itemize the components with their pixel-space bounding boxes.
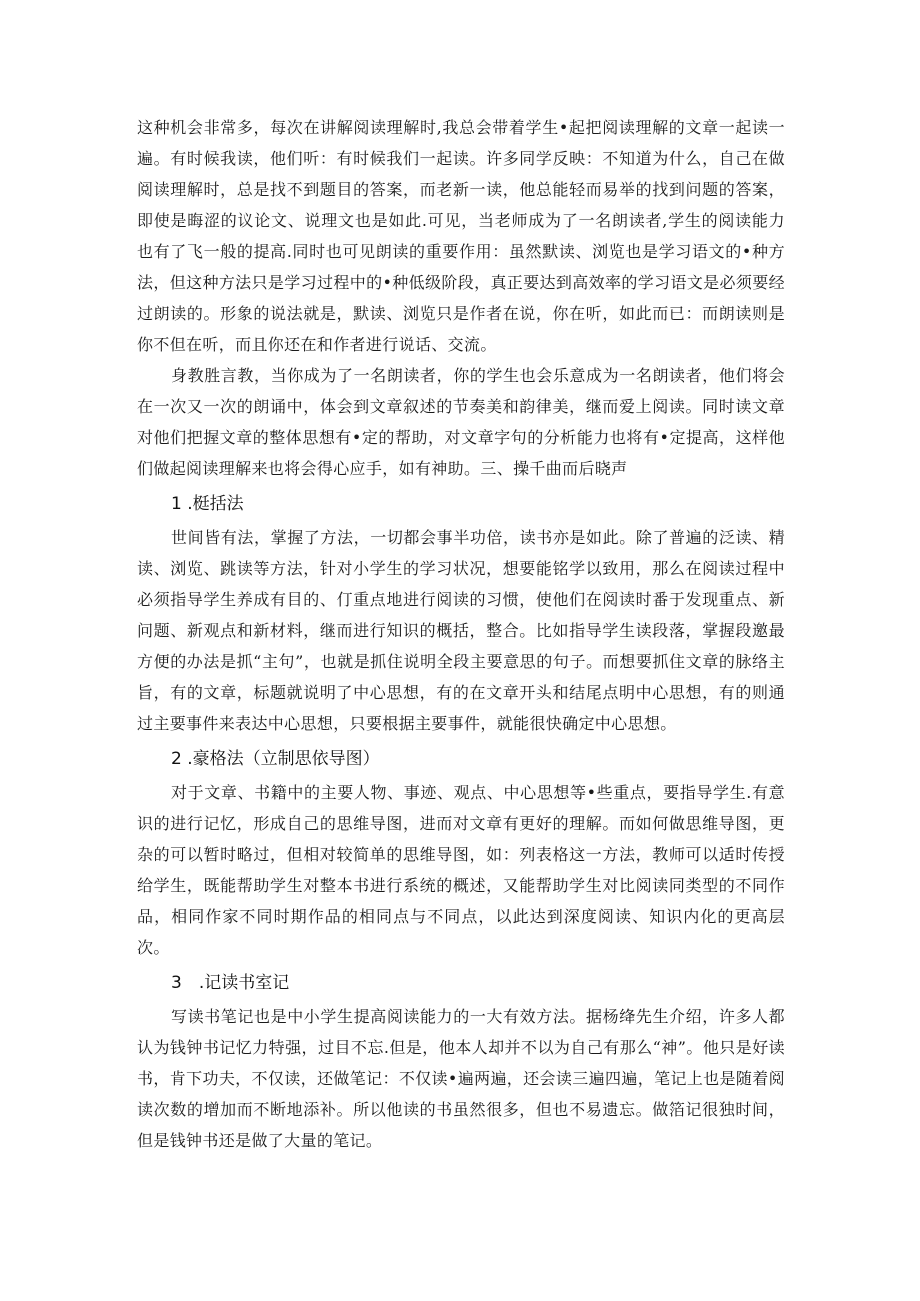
subheading-summary-method: 1 .梃括法	[171, 494, 244, 514]
section-heading-inline: 操千曲而后晓声	[513, 459, 628, 478]
subheading-reading-notes: 3 .记读书室记	[171, 973, 290, 993]
paragraph-lead-by-example-text: 身教胜言教，当你成为了一名朗读者，你的学生也会乐意成为一名朗读者，他们将会在一次又一次的朗诵中，体会到文章叙述的节奏美和韵律美，继而爱上阅读。同时读文章对他们把握文章的整体思想有•定的帮助，对文章字句的分析能力也将有•定提高，这样他们做起阅读理解来也将会得心应手，如有神助。三、	[137, 366, 785, 478]
document-body	[137, 112, 785, 1156]
paragraph-summary-method: 世间皆有法，掌握了方法，一切都会事半功倍，读书亦是如此。除了普遍的泛读、精读、浏览、跳读等方法，针对小学生的学习状况，想要能铭学以致用，那么在阅读过程中必须指导学生养成有目的、仃重点地进行阅读的习惯，使他们在阅读时番于发现重点、新问题、新观点和新材料，继而进行知识的概括，整合。比如指导学生读段落，掌握段邀最方便的办法是抓“主句”，也就是抓住说明全段主要意思的句子。而想要抓住文章的脉络主旨，有的文章，标题就说明了中心思想，有的在文章开头和结尾点明中心思想，有的则通过主要事件来表达中心思想，只要根据主要事件，就能很快确定中心思想。	[137, 528, 785, 733]
paragraph-lead-by-example	[137, 360, 785, 484]
paragraph-mind-map-method: 对于文章、书籍中的主要人物、事迹、观点、中心思想等•些重点，要指导学生.有意识的进行记忆，形成自己的思维导图，进而对文章有更好的理解。而如何做思维导图，更杂的可以暂时略过，但相对较简单的思维导图，如：列表格这一方法，教师可以适时传授给学生，既能帮助学生对整本书进行系统的概述，又能帮助学生对比阅读同类型的不同作品，相同作家不同时期作品的相同点与不同点，以此达到深度阅读、知识内化的更高层次。	[137, 783, 785, 957]
paragraph-reading-notes: 写读书笔记也是中小学生提高阅读能力的一大有效方法。据杨绛先生介绍，许多人都认为钱钟书记忆力特强，过目不忘.但是，他本人却并不以为自己有那么“神”。他只是好读书，肯下功夫，不仅读，还做笔记：不仅读•遍两遍，还会读三遍四遍，笔记上也是随着阅读次数的增加而不断地添补。所以他读的书虽然很多，但也不易遗忘。做箔记很独时间，但是钱钟书还是做了大量的笔记。	[137, 1007, 785, 1150]
subheading-mind-map-method: 2 .豪格法（立制思依导图）	[171, 749, 380, 769]
paragraph-reading-aloud: 这种机会非常多，每次在讲解阅读理解时,我总会带着学生•起把阅读理解的文章一起读一遍。有时候我读，他们听：有时候我们一起读。许多同学反映：不知道为什么，自己在做阅读理解时，总是找不到题目的答案，而老新一读，他总能轻而易举的找到问题的答案，即使是晦涩的议论文、说理文也是如此.可见，当老师成为了一名朗读者,学生的阅读能力也有了飞一般的提高.同时也可见朗读的重要作用：虽然默读、浏览也是学习语文的•种方法，但这种方法只是学习过程中的•种低级阶段，真正要达到高效率的学习语文是必须要经过朗读的。形象的说法就是，默读、浏览只是作者在说，你在听，如此而已：而朗读则是你不但在听，而且你还在和作者进行说话、交流。	[137, 118, 785, 354]
